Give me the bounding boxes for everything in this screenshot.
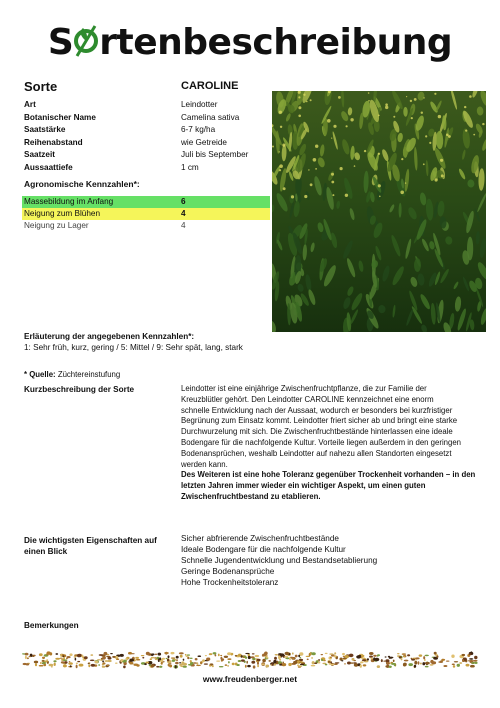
property-row [24,137,264,150]
property-value: Camelina sativa [181,112,240,122]
sorte-name: CAROLINE [181,80,239,92]
agronomic-label: Neigung zu Lager [24,221,89,230]
property-label: Saatstärke [24,125,66,135]
agronomic-list [22,196,270,232]
key-property-item: Hohe Trockenheitstoleranz [181,577,279,587]
explanation-title: Erläuterung der angegebenen Kennzahlen*: [24,332,195,341]
property-label: Art [24,100,36,109]
key-properties-list [181,534,377,589]
agronomic-label: Massebildung im Anfang [24,197,114,206]
footer-url[interactable]: www.freudenberger.net [202,674,298,684]
properties-list [24,99,264,175]
property-label: Aussaattiefe [24,162,73,172]
description-bold-line: Zwischenfruchtbestand zu etablieren. [181,491,321,501]
description-line: Begrünung zum Einsatz kommt. Leindotter friert sicher ab und bringt eine starke [181,416,458,426]
agronomic-value: 4 [181,221,186,230]
source-label: * Quelle: [24,370,56,379]
property-value: 1 cm [181,162,199,172]
title-suffix: rtenbeschreibung [99,22,453,63]
key-property-item: Geringe Bodenansprüche [181,566,275,576]
crop-photo [272,91,486,332]
agronomic-value: 6 [181,197,186,206]
key-property-item: Schnelle Jugendentwicklung und Bestandsetablierung [181,555,378,565]
key-properties-label: Die wichtigsten Eigenschaften auf einen Blick [24,536,157,556]
property-value: 6-7 kg/ha [181,125,216,135]
seed-strip-image [22,650,478,670]
property-row [24,162,264,175]
property-row [24,149,264,162]
agronomic-row [22,208,270,220]
description-line: schnelle Entwicklung nach der Aussaat, wodurch er besonders bei kurzfristiger [181,405,453,415]
property-row [24,112,264,125]
source-value: Züchtereinstufung [57,370,121,379]
property-label: Saatzeit [24,150,55,160]
property-value: Juli bis September [181,150,249,160]
description-text [181,384,481,503]
key-property-item: Sicher abfrierende Zwischenfruchtbestände [181,534,339,543]
description-line: Bodengare für die nachfolgende Kultur. Vorteile liegen außerdem in den geringen [181,437,462,447]
remarks-label: Bemerkungen [24,621,79,630]
agronomic-row [22,220,270,232]
description-line: Leindotter ist eine einjährige Zwischenfruchtpflanze, die zur Familie der [181,384,427,393]
key-property-item: Ideale Bodengare für die nachfolgende Kultur [181,544,346,554]
explanation-text: 1: Sehr früh, kurz, gering / 5: Mittel / 9: Sehr spät, lang, stark [24,343,243,352]
property-label: Reihenabstand [24,137,83,147]
agronomic-label: Neigung zum Blühen [24,209,101,218]
property-value: Leindotter [181,100,218,109]
title-prefix: S [47,22,74,63]
agronomic-row [22,196,270,208]
agronomic-title: Agronomische Kennzahlen*: [24,179,140,189]
sorte-label: Sorte [24,79,58,94]
source-line [24,370,120,379]
property-label: Botanischer Name [24,112,96,122]
description-line: Bodenansprüchen, weshalb Leindotter auf nahezu allen Standorten eingesetzt [181,448,452,458]
description-label: Kurzbeschreibung der Sorte [24,385,135,394]
leaf-circle-icon [73,26,99,56]
property-row [24,124,264,137]
page-title [0,20,500,66]
description-bold-line: letzten Jahren immer wieder ein wichtiger Aspekt, um einen guten [181,481,426,491]
agronomic-value: 4 [181,209,186,218]
property-value: wie Getreide [181,137,227,147]
description-line: werden kann. [181,459,228,469]
description-line: Durchwurzelung mit sich. Die Zwischenfruchtbestände hinterlassen eine ideale [181,427,453,437]
description-bold-line: Des Weiteren ist eine hohe Toleranz gegenüber Trockenheit vorhanden – in den [181,470,476,480]
property-row [24,99,264,112]
description-line: Kreuzblütler gehört. Den Leindotter CAROLINE kennzeichnet eine enorm [181,394,434,404]
